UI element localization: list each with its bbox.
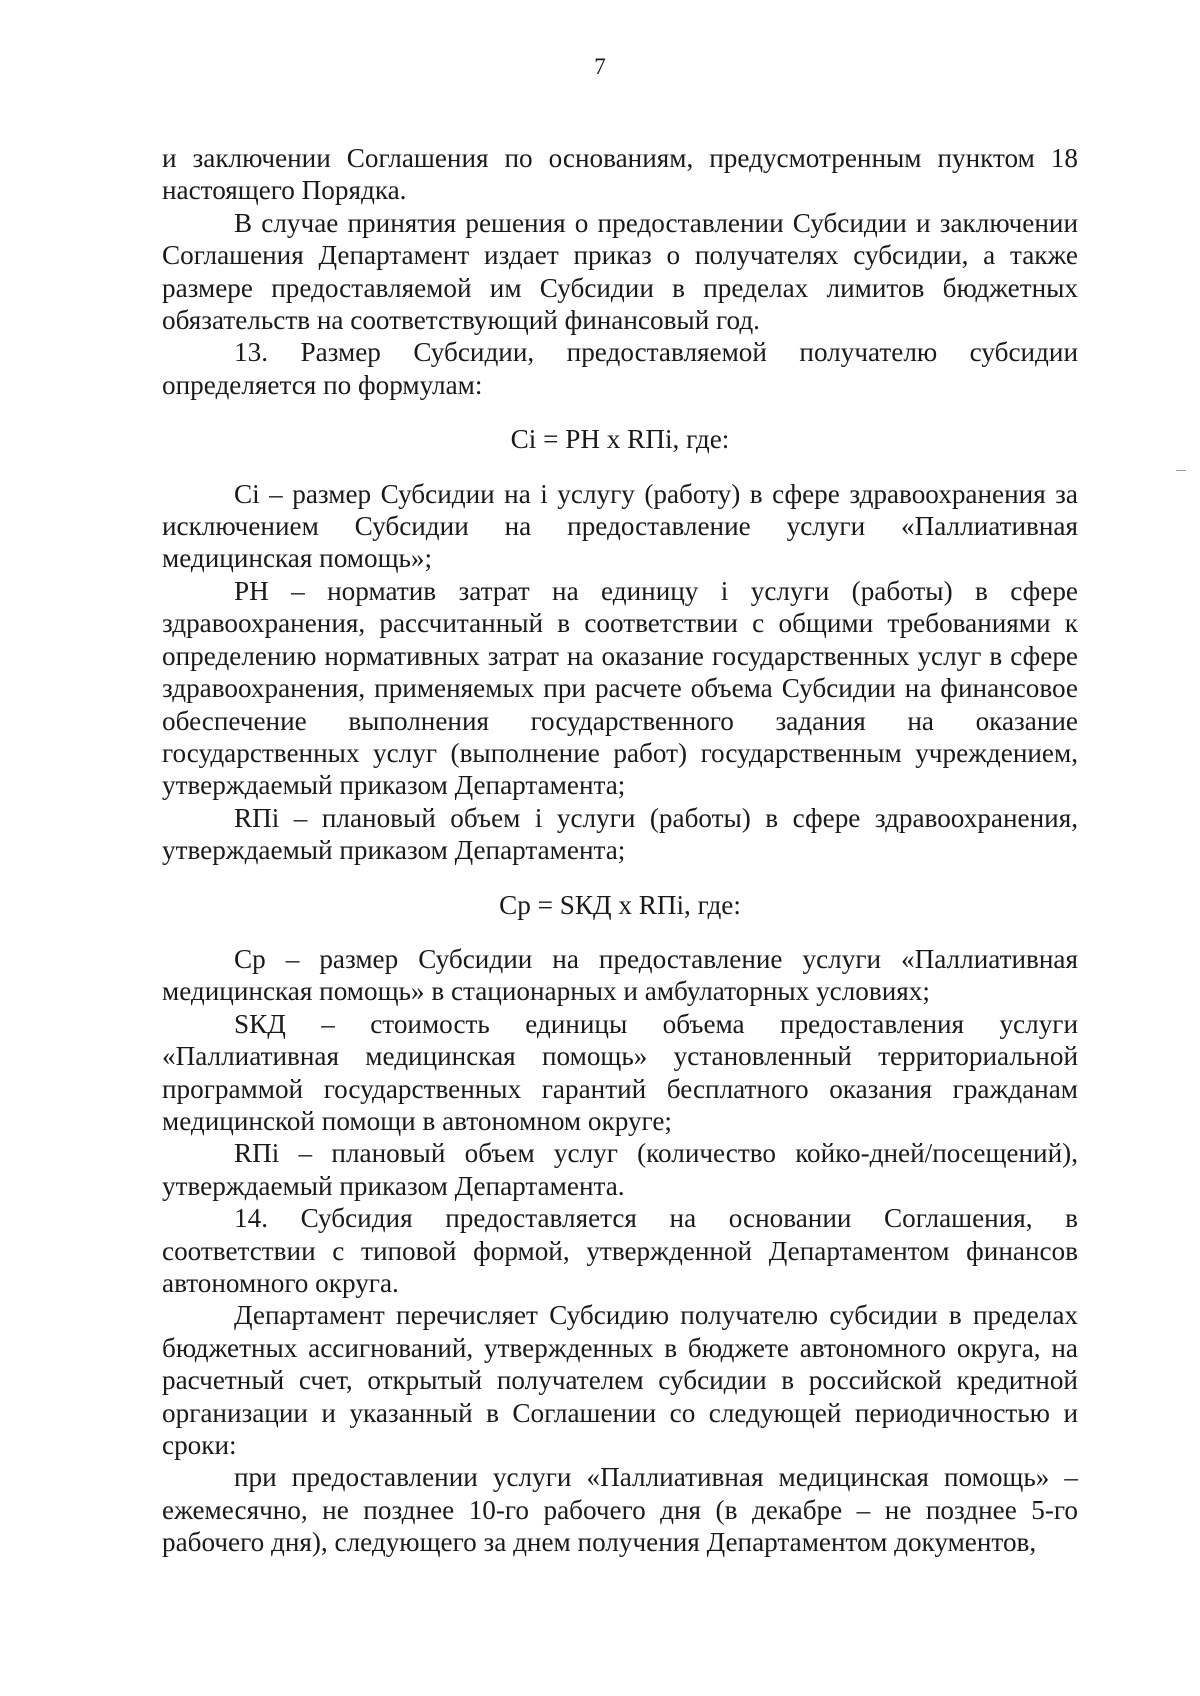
paragraph-continuation: и заключении Соглашения по основаниям, предусмотренным пунктом 18 настоящего Порядка. bbox=[162, 143, 1078, 206]
definition-rpi-volume: RПi – плановый объем услуг (количество койко-дней/посещений), утверждаемый приказом Департамента. bbox=[162, 1138, 1078, 1201]
scan-artifact bbox=[1176, 470, 1186, 471]
definition-rpi: RПi – плановый объем i услуги (работы) в сфере здравоохранения, утверждаемый приказом Департамента; bbox=[162, 802, 1078, 866]
formula-cp: Cp = SКД x RПi, где: bbox=[499, 889, 741, 920]
paragraph-item-14: 14. Субсидия предоставляется на основании Соглашения, в соответствии с типовой формой, утвержденной Департаментом финансов автономного округа. bbox=[162, 1203, 1078, 1298]
document-body bbox=[162, 142, 1078, 1559]
definition-ph: PH – норматив затрат на единицу i услуги (работы) в сфере здравоохранения, рассчитанный в соответствии с общими требованиями к определению нормативных затрат на оказание государственных услуг в сфере здравоохранения, применяемых при расчете объема Субсидии на финансовое обеспечение выполнения государственного задания на оказание государственных услуг (выполнение работ) государственным учреждением, утверждаемый приказом Департамента; bbox=[162, 575, 1078, 801]
formula-ci: Ci = PH x RПi, где: bbox=[510, 424, 730, 455]
paragraph-decision: В случае принятия решения о предоставлении Субсидии и заключении Соглашения Департамент издает приказ о получателях субсидии, а также размере предоставляемой им Субсидии в пределах лимитов бюджетных обязательств на соответствующий финансовый год. bbox=[162, 207, 1078, 336]
definition-ci: Ci – размер Субсидии на i услугу (работу) в сфере здравоохранения за исключением Субсидии на предоставление услуги «Паллиативная медицинская помощь»; bbox=[162, 478, 1078, 574]
definition-skd: SКД – стоимость единицы объема предоставления услуги «Паллиативная медицинская помощь» установленный территориальной программой государственных гарантий бесплатного оказания гражданам медицинской помощи в автономном округе; bbox=[162, 1008, 1078, 1136]
page-number: 7 bbox=[594, 54, 606, 79]
paragraph-schedule: при предоставлении услуги «Паллиативная медицинская помощь» – ежемесячно, не позднее 10-го рабочего дня (в декабре – не позднее 5-го рабочего дня), следующего за днем получения Департаментом документов, bbox=[162, 1462, 1078, 1558]
definition-cp: Cp – размер Субсидии на предоставление услуги «Паллиативная медицинская помощь» в стационарных и амбулаторных условиях; bbox=[162, 943, 1078, 1007]
paragraph-item-13: 13. Размер Субсидии, предоставляемой получателю субсидии определяется по формулам: bbox=[162, 337, 1078, 400]
paragraph-transfer: Департамент перечисляет Субсидию получателю субсидии в пределах бюджетных ассигнований, утвержденных в бюджете автономного округа, на расчетный счет, открытый получателем субсидии в российской кредитной организации и указанный в Соглашении со следующей периодичностью и сроки: bbox=[162, 1300, 1078, 1461]
